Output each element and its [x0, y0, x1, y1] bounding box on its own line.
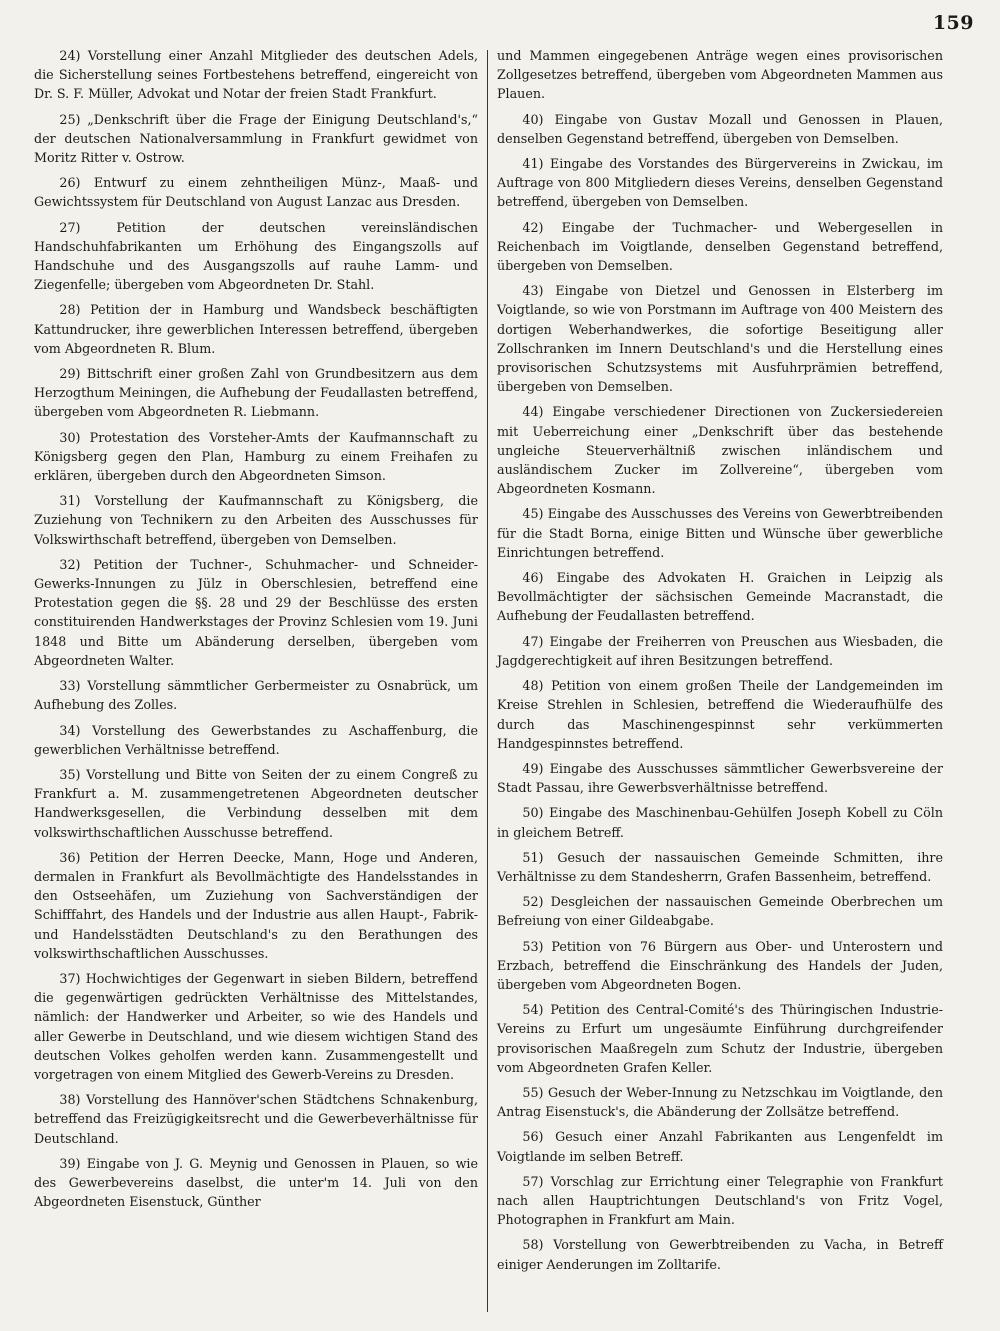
entry-36: 36) Petition der Herren Deecke, Mann, Hoge und Anderen, dermalen in Frankfurt als Bevollmächtigte des Handelsstandes in den Ostseehäfen, um Zuziehung von Sachverständigen der Schifffahrt, des Handels und der Industrie aus allen Haupt-, Fabrik- und Handelsstädten Deutschland's zu den Berathungen des volkswirthschaftlichen Ausschusses.	[34, 849, 478, 961]
entry-40: 40) Eingabe von Gustav Mozall und Genossen in Plauen, denselben Gegenstand betreffend, übergeben von Demselben.	[497, 111, 943, 146]
right-column	[497, 46, 943, 1280]
entry-39: 39) Eingabe von J. G. Meynig und Genossen in Plauen, so wie des Gewerbevereins daselbst, die unter'm 14. Juli von den Abgeordneten Eisenstuck, Günther	[34, 1155, 478, 1210]
entry-27: 27) Petition der deutschen vereinsländischen Handschuhfabrikanten um Erhöhung des Eingangszolls auf Handschuhe und des Ausgangszolls auf rauhe Lamm- und Ziegenfelle; übergeben vom Abgeordneten Dr. Stahl.	[34, 219, 478, 293]
entry-56: 56) Gesuch einer Anzahl Fabrikanten aus Lengenfeldt im Voigtlande im selben Betreff.	[497, 1129, 943, 1164]
entry-57: 57) Vorschlag zur Errichtung einer Telegraphie von Frankfurt nach allen Hauptrichtungen Deutschland's von Fritz Vogel, Photographen in Frankfurt am Main.	[497, 1173, 943, 1228]
left-column	[34, 46, 478, 1217]
entry-37: 37) Hochwichtiges der Gegenwart in sieben Bildern, betreffend die gegenwärtigen gedrückten Verhältnisse des Mittelstandes, nämlich: der Handwerker und Arbeiter, so wie des Handels und aller Gewerbe in Deutschland, und wie diesem wichtigen Stand des deutschen Volkes geholfen werden kann. Zusammengestellt und vorgetragen von einem Mitglied des Gewerb-Vereins zu Dresden.	[34, 970, 478, 1082]
entry-24: 24) Vorstellung einer Anzahl Mitglieder des deutschen Adels, die Sicherstellung seines Fortbestehens betreffend, eingereicht von Dr. S. F. Müller, Advokat und Notar der freien Stadt Frankfurt.	[34, 48, 478, 102]
entry-44: 44) Eingabe verschiedener Directionen von Zuckersiedereien mit Ueberreichung einer „Denkschrift über das bestehende ungleiche Steuerverhältniß zwischen inländischem und ausländischem Zucker im Zollvereine“, übergeben vom Abgeordneten Kosmann.	[497, 404, 943, 497]
entry-30: 30) Protestation des Vorsteher-Amts der Kaufmannschaft zu Königsberg gegen den Plan, Hamburg zu einem Freihafen zu erklären, übergeben durch den Abgeordneten Simson.	[34, 429, 478, 484]
entry-35: 35) Vorstellung und Bitte von Seiten der zu einem Congreß zu Frankfurt a. M. zusammengetretenen Abgeordneten deutscher Handwerksgesellen, die Verbindung desselben mit dem volkswirthschaftlichen Ausschusse betreffend.	[34, 766, 478, 840]
entry-32: 32) Petition der Tuchner-, Schuhmacher- und Schneider-Gewerks-Innungen zu Jülz in Oberschlesien, betreffend eine Protestation gegen die §§. 28 und 29 der Beschlüsse des ersten constituirenden Handwerkstages der Provinz Schlesien vom 19. Juni 1848 und Bitte um Abänderung derselben, übergeben vom Abgeordneten Walter.	[34, 556, 478, 668]
entry-33: 33) Vorstellung sämmtlicher Gerbermeister zu Osnabrück, um Aufhebung des Zolles.	[34, 678, 478, 713]
entry-47: 47) Eingabe der Freiherren von Preuschen aus Wiesbaden, die Jagdgerechtigkeit auf ihren Besitzungen betreffend.	[497, 633, 943, 668]
entry-43: 43) Eingabe von Dietzel und Genossen in Elsterberg im Voigtlande, so wie von Porstmann im Auftrage von 400 Meistern des dortigen Weberhandwerkes, die sofortige Beseitigung aller Zollschranken im Innern Deutschland's und die Herstellung eines provisorischen Schutzsystems mit Ausfuhrprämien betreffend, übergeben von Demselben.	[497, 283, 943, 395]
entry-53: 53) Petition von 76 Bürgern aus Ober- und Unterostern und Erzbach, betreffend die Einschränkung des Handels der Juden, übergeben vom Abgeordneten Bogen.	[497, 938, 943, 992]
entry-28: 28) Petition der in Hamburg und Wandsbeck beschäftigten Kattundrucker, ihre gewerblichen Interessen betreffend, übergeben vom Abgeordneten R. Blum.	[34, 302, 478, 356]
entry-55: 55) Gesuch der Weber-Innung zu Netzschkau im Voigtlande, den Antrag Eisenstuck's, die Abänderung der Zollsätze betreffend.	[497, 1084, 943, 1120]
entry-48: 48) Petition von einem großen Theile der Landgemeinden im Kreise Strehlen in Schlesien, betreffend die Wiederaufhülfe des durch das Maschinengespinnst sehr verkümmerten Handgespinnstes betreffend.	[497, 678, 943, 751]
entry-25: 25) „Denkschrift über die Frage der Einigung Deutschland's,“ der deutschen Nationalversammlung in Frankfurt gewidmet von Moritz Ritter v. Ostrow.	[34, 111, 478, 166]
entry-38: 38) Vorstellung des Hannöver'schen Städtchens Schnakenburg, betreffend das Freizügigkeitsrecht und die Gewerbeverhältnisse für Deutschland.	[34, 1092, 478, 1146]
entry-58: 58) Vorstellung von Gewerbtreibenden zu Vacha, in Betreff einiger Aenderungen im Zolltarife.	[497, 1237, 943, 1272]
entry-52: 52) Desgleichen der nassauischen Gemeinde Oberbrechen um Befreiung von einer Gildeabgabe.	[497, 894, 943, 929]
column-divider	[487, 50, 488, 1312]
entry-31: 31) Vorstellung der Kaufmannschaft zu Königsberg, die Zuziehung von Technikern zu den Arbeiten des Ausschusses für Volkswirthschaft betreffend, übergeben von Demselben.	[34, 493, 478, 547]
entry-26: 26) Entwurf zu einem zehntheiligen Münz-, Maaß- und Gewichtssystem für Deutschland von August Lanzac aus Dresden.	[34, 175, 478, 210]
entry-34: 34) Vorstellung des Gewerbstandes zu Aschaffenburg, die gewerblichen Verhältnisse betreffend.	[34, 722, 478, 757]
entry-29: 29) Bittschrift einer großen Zahl von Grundbesitzern aus dem Herzogthum Meiningen, die Aufhebung der Feudallasten betreffend, übergeben vom Abgeordneten R. Liebmann.	[34, 366, 478, 420]
entry-42: 42) Eingabe der Tuchmacher- und Webergesellen in Reichenbach im Voigtlande, denselben Gegenstand betreffend, übergeben von Demselben.	[497, 219, 943, 274]
entry-46: 46) Eingabe des Advokaten H. Graichen in Leipzig als Bevollmächtigter der sächsischen Gemeinde Macranstadt, die Aufhebung der Feudallasten betreffend.	[497, 570, 943, 624]
entry-50: 50) Eingabe des Maschinenbau-Gehülfen Joseph Kobell zu Cöln in gleichem Betreff.	[497, 805, 943, 840]
entry-54: 54) Petition des Central-Comité's des Thüringischen Industrie-Vereins zu Erfurt um ungesäumte Einführung durchgreifender provisorischen Maaßregeln zum Schutz der Industrie, übergeben vom Abgeordneten Grafen Keller.	[497, 1002, 943, 1075]
entry-41: 41) Eingabe des Vorstandes des Bürgervereins in Zwickau, im Auftrage von 800 Mitgliedern dieses Vereins, denselben Gegenstand betreffend, übergeben von Demselben.	[497, 156, 943, 210]
entry-39-continuation: und Mammen eingegebenen Anträge wegen eines provisorischen Zollgesetzes betreffend, übergeben vom Abgeordneten Mammen aus Plauen.	[497, 48, 943, 102]
page-number: 159	[932, 12, 974, 34]
entry-45: 45) Eingabe des Ausschusses des Vereins von Gewerbtreibenden für die Stadt Borna, einige Bitten und Wünsche über gewerbliche Einrichtungen betreffend.	[497, 506, 943, 560]
entry-51: 51) Gesuch der nassauischen Gemeinde Schmitten, ihre Verhältnisse zu dem Standesherrn, Grafen Bassenheim, betreffend.	[497, 849, 943, 884]
entry-49: 49) Eingabe des Ausschusses sämmtlicher Gewerbsvereine der Stadt Passau, ihre Gewerbsverhältnisse betreffend.	[497, 760, 943, 796]
